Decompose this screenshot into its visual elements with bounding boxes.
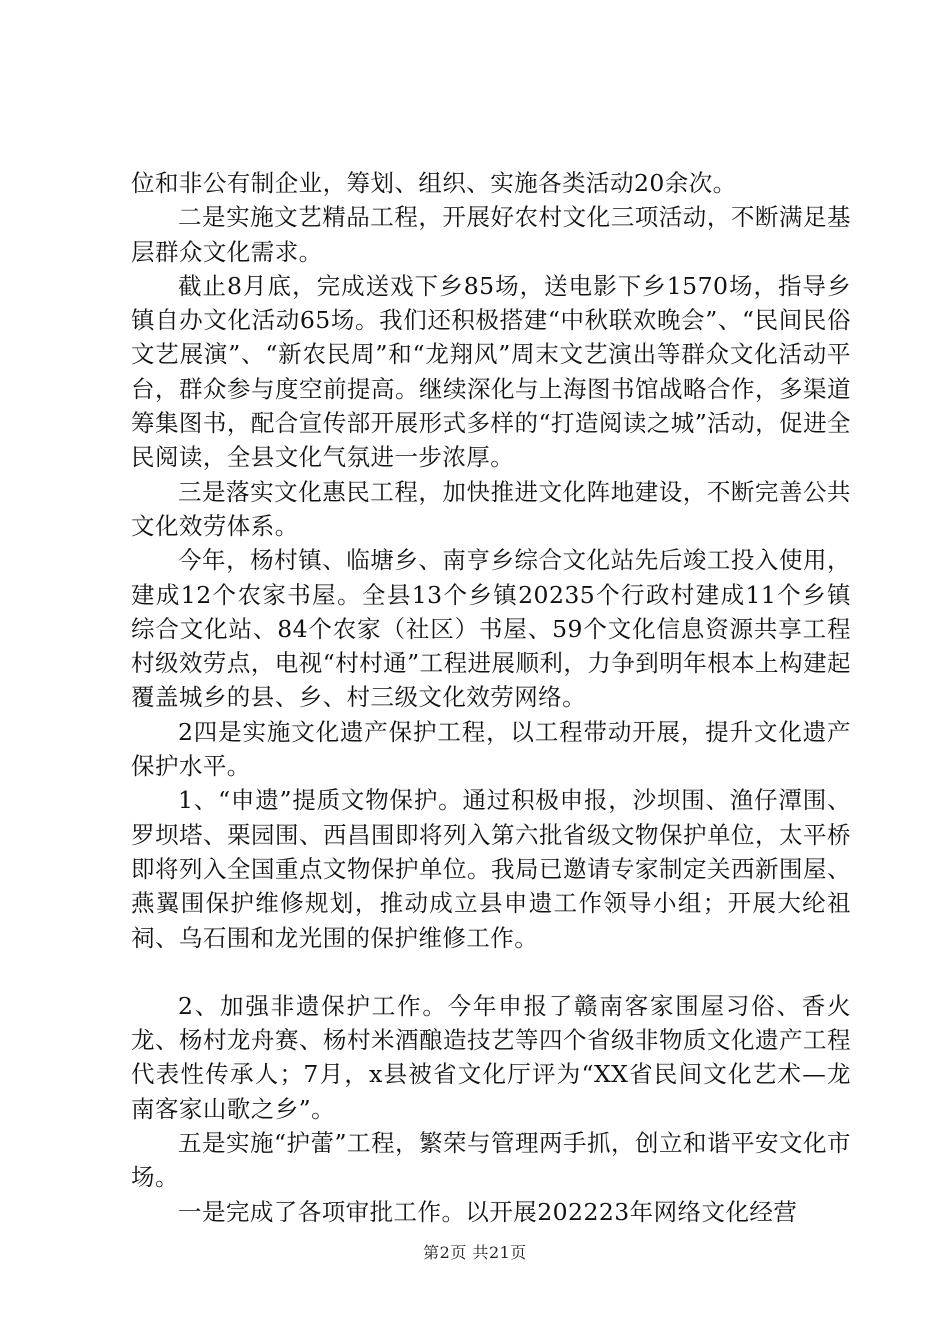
paragraph-heritage-one: 1、“申遗”提质文物保护。通过积极申报，沙坝围、渔仔潭围、罗坝塔、栗园围、西昌围即将列入第六批省级文物保护单位，太平桥即将列入全国重点文物保护单位。我局已邀请专家制定关西新围屋、燕翼围保护维修规划，推动成立县申遗工作领导小组；开展大纶祖祠、乌石围和龙光围的保护维修工作。 bbox=[131, 786, 851, 952]
paragraph-continuation: 位和非公有制企业，筹划、组织、实施各类活动20余次。 bbox=[131, 169, 737, 197]
paragraph-item-three: 三是落实文化惠民工程，加快推进文化阵地建设，不断完善公共文化效劳体系。 bbox=[131, 477, 851, 540]
page-number-footer: 第2页 共21页 bbox=[423, 1243, 527, 1262]
paragraph-heritage-two: 2、加强非遗保护工作。今年申报了赣南客家围屋习俗、香火龙、杨村龙舟赛、杨村米酒酿造技艺等四个省级非物质文化遗产工程代表性传承人；7月，x县被省文化厅评为“XX省民间文化艺术—龙南客家山歌之乡”。 bbox=[131, 991, 851, 1123]
paragraph-facilities: 今年，杨村镇、临塘乡、南亨乡综合文化站先后竣工投入使用，建成12个农家书屋。全县13个乡镇20235个行政村建成11个乡镇综合文化站、84个农家（社区）书屋、59个文化信息资源共享工程村级效劳点，电视“村村通”工程进展顺利，力争到明年根本上构建起覆盖城乡的县、乡、村三级文化效劳网络。 bbox=[131, 546, 851, 712]
paragraph-item-four: 2四是实施文化遗产保护工程，以工程带动开展，提升文化遗产保护水平。 bbox=[131, 717, 851, 781]
paragraph-approvals: 一是完成了各项审批工作。以开展202223年网络文化经营 bbox=[178, 1197, 798, 1226]
paragraph-activities: 截止8月底，完成送戏下乡85场，送电影下乡1570场，指导乡镇自办文化活动65场。我们还积极搭建“中秋联欢晚会”、“民间民俗文艺展演”、“新农民周”和“龙翔风”周末文艺演出等群众文化活动平台，群众参与度空前提高。继续深化与上海图书馆战略合作，多渠道筹集图书，配合宣传部开展形式多样的“打造阅读之城”活动，促进全民阅读，全县文化气氛进一步浓厚。 bbox=[131, 271, 851, 472]
paragraph-item-two: 二是实施文艺精品工程，开展好农村文化三项活动，不断满足基层群众文化需求。 bbox=[131, 203, 851, 266]
document-body bbox=[131, 166, 851, 1229]
paragraph-item-five: 五是实施“护蕾”工程，繁荣与管理两手抓，创立和谐平安文化市场。 bbox=[131, 1129, 851, 1192]
